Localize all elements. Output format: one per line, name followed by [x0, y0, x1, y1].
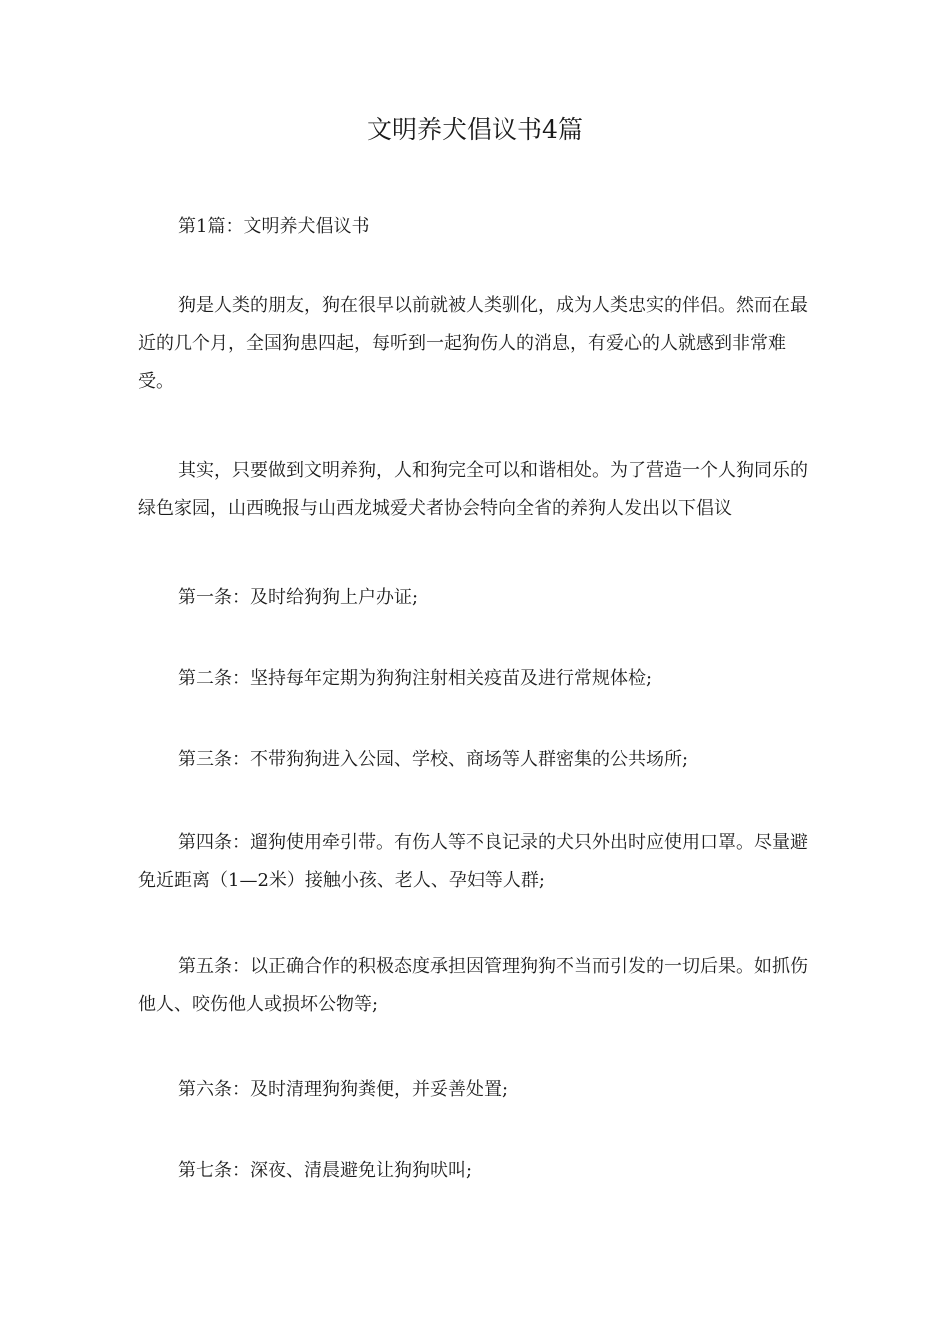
article-7: 第七条：深夜、清晨避免让狗狗吠叫;: [178, 1160, 473, 1181]
article-5: 第五条：以正确合作的积极态度承担因管理狗狗不当而引发的一切后果。如抓伤他人、咬伤他人或损坏公物等;: [138, 956, 808, 1015]
intro-paragraph-1: 狗是人类的朋友，狗在很早以前就被人类驯化，成为人类忠实的伴侣。然而在最近的几个月，全国狗患四起，每听到一起狗伤人的消息，有爱心的人就感到非常难受。: [138, 295, 808, 392]
article-1: 第一条：及时给狗狗上户办证;: [178, 587, 419, 608]
article-6: 第六条：及时清理狗狗粪便，并妥善处置;: [178, 1079, 509, 1100]
article-2: 第二条：坚持每年定期为狗狗注射相关疫苗及进行常规体检;: [178, 668, 653, 689]
section-heading: 第1篇：文明养犬倡议书: [178, 216, 370, 237]
article-4: 第四条：遛狗使用牵引带。有伤人等不良记录的犬只外出时应使用口罩。尽量避免近距离（1—2米）接触小孩、老人、孕妇等人群;: [138, 832, 808, 891]
document-title: 文明养犬倡议书4篇: [367, 115, 583, 144]
intro-paragraph-2: 其实，只要做到文明养狗，人和狗完全可以和谐相处。为了营造一个人狗同乐的绿色家园，山西晚报与山西龙城爱犬者协会特向全省的养狗人发出以下倡议: [138, 460, 808, 519]
article-3: 第三条：不带狗狗进入公园、学校、商场等人群密集的公共场所;: [178, 749, 689, 770]
